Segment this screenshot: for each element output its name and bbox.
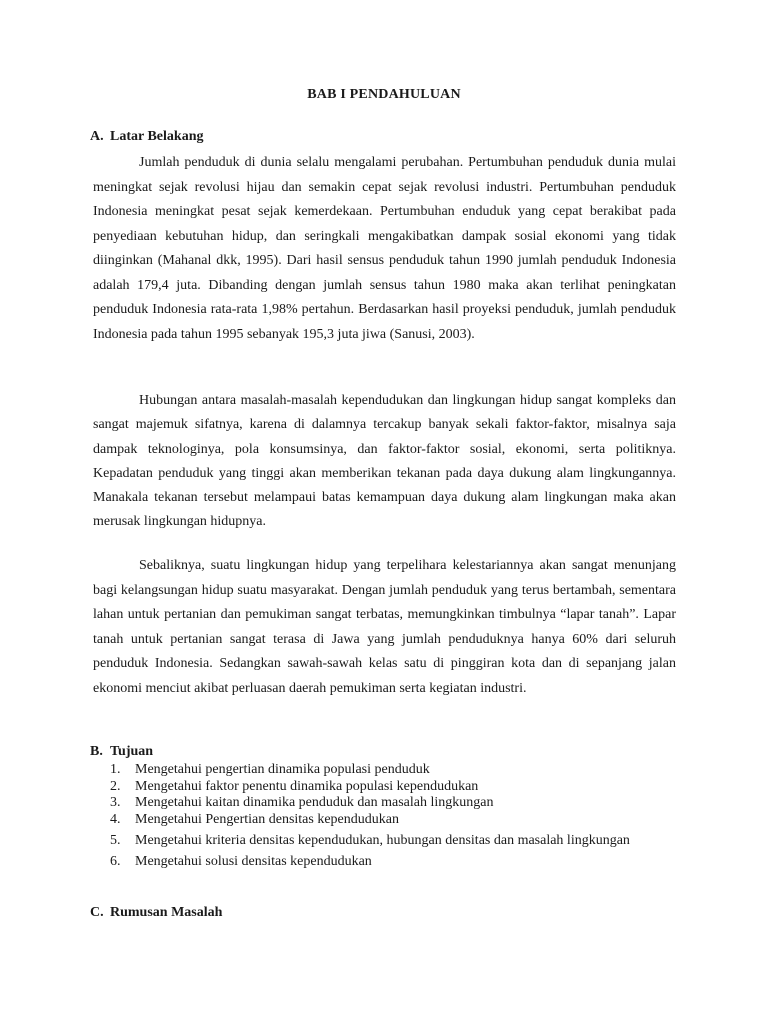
page-title: BAB I PENDAHULUAN — [307, 87, 461, 102]
paragraph-2: Hubungan antara masalah-masalah kependudukan dan lingkungan hidup sangat kompleks dan sangat majemuk sifatnya, karena di dalamnya tercakup banyak sekali faktor-faktor, misalnya saja dampak teknologinya, pola konsumsinya, dan faktor-faktor sosial, ekonomi, serta politiknya. Kepadatan penduduk yang tinggi akan memberikan tekanan pada daya dukung alam lingkungannya. Manakala tekanan tersebut melampaui batas kemampuan daya dukung alam lingkungan maka akan merusak lingkungan hidupnya. — [93, 393, 676, 530]
list-text: Mengetahui Pengertian densitas kependudukan — [135, 811, 399, 827]
list-item — [110, 828, 676, 853]
section-title: Latar Belakang — [110, 129, 204, 144]
list-number: 4. — [110, 811, 121, 827]
section-letter: C. — [90, 905, 104, 920]
list-item — [110, 779, 676, 796]
list-number: 2. — [110, 778, 121, 794]
list-number: 6. — [110, 854, 121, 869]
list-number: 1. — [110, 762, 121, 777]
section-heading-tujuan — [90, 744, 153, 760]
paragraph-3: Sebaliknya, suatu lingkungan hidup yang terpelihara kelestariannya akan sangat menunjang bagi kelangsungan hidup suatu masyarakat. Dengan jumlah penduduk yang terus bertambah, sementara lahan untuk pertanian dan pemukiman sangat terbatas, memungkinkan timbulnya “lapar tanah”. Lapar tanah untuk pertanian sangat terasa di Jawa yang jumlah penduduknya hanya 60% dari seluruh penduduk Indonesia. Sedangkan sawah-sawah kelas satu di pinggiran kota dan di sepanjang jalan ekonomi menciut akibat perluasan daerah pemukiman serta kegiatan industri. — [93, 558, 676, 696]
list-item — [110, 762, 676, 779]
tujuan-list — [110, 762, 676, 871]
section-title: Rumusan Masalah — [110, 905, 223, 920]
list-text: Mengetahui solusi densitas kependudukan — [135, 854, 372, 869]
section-heading-rumusan-masalah — [90, 905, 222, 921]
list-text: Mengetahui kaitan dinamika penduduk dan masalah lingkungan — [135, 795, 494, 810]
paragraph-1: Jumlah penduduk di dunia selalu mengalami perubahan. Pertumbuhan penduduk dunia mulai meningkat sejak revolusi hijau dan semakin cepat sejak revolusi industri. Pertumbuhan penduduk Indonesia meningkat pesat sejak kemerdekaan. Pertumbuhan enduduk yang cepat berakibat pada penyediaan kebutuhan hidup, dan seringkali mengakibatkan dampak sosial ekonomi yang tidak diinginkan (Mahanal dkk, 1995). Dari hasil sensus penduduk tahun 1990 jumlah penduduk Indonesia adalah 179,4 juta. Dibanding dengan jumlah sensus tahun 1980 maka akan terlihat peningkatan penduduk Indonesia rata-rata 1,98% pertahun. Berdasarkan hasil proyeksi penduduk, jumlah penduduk Indonesia pada tahun 1995 sebanyak 195,3 juta jiwa (Sanusi, 2003). — [93, 155, 676, 342]
list-text: Mengetahui faktor penentu dinamika populasi kependudukan — [135, 778, 479, 794]
list-item — [110, 854, 676, 871]
list-item — [110, 795, 676, 812]
section-letter: B. — [90, 744, 103, 759]
list-text: Mengetahui pengertian dinamika populasi penduduk — [135, 762, 430, 777]
list-number: 3. — [110, 795, 121, 810]
section-letter: A. — [90, 129, 104, 144]
list-item — [110, 812, 676, 829]
list-number: 5. — [110, 833, 121, 848]
section-heading-latar-belakang — [90, 129, 203, 145]
section-title: Tujuan — [110, 744, 154, 759]
list-text: Mengetahui kriteria densitas kependudukan, hubungan densitas dan masalah lingkungan — [135, 833, 630, 848]
